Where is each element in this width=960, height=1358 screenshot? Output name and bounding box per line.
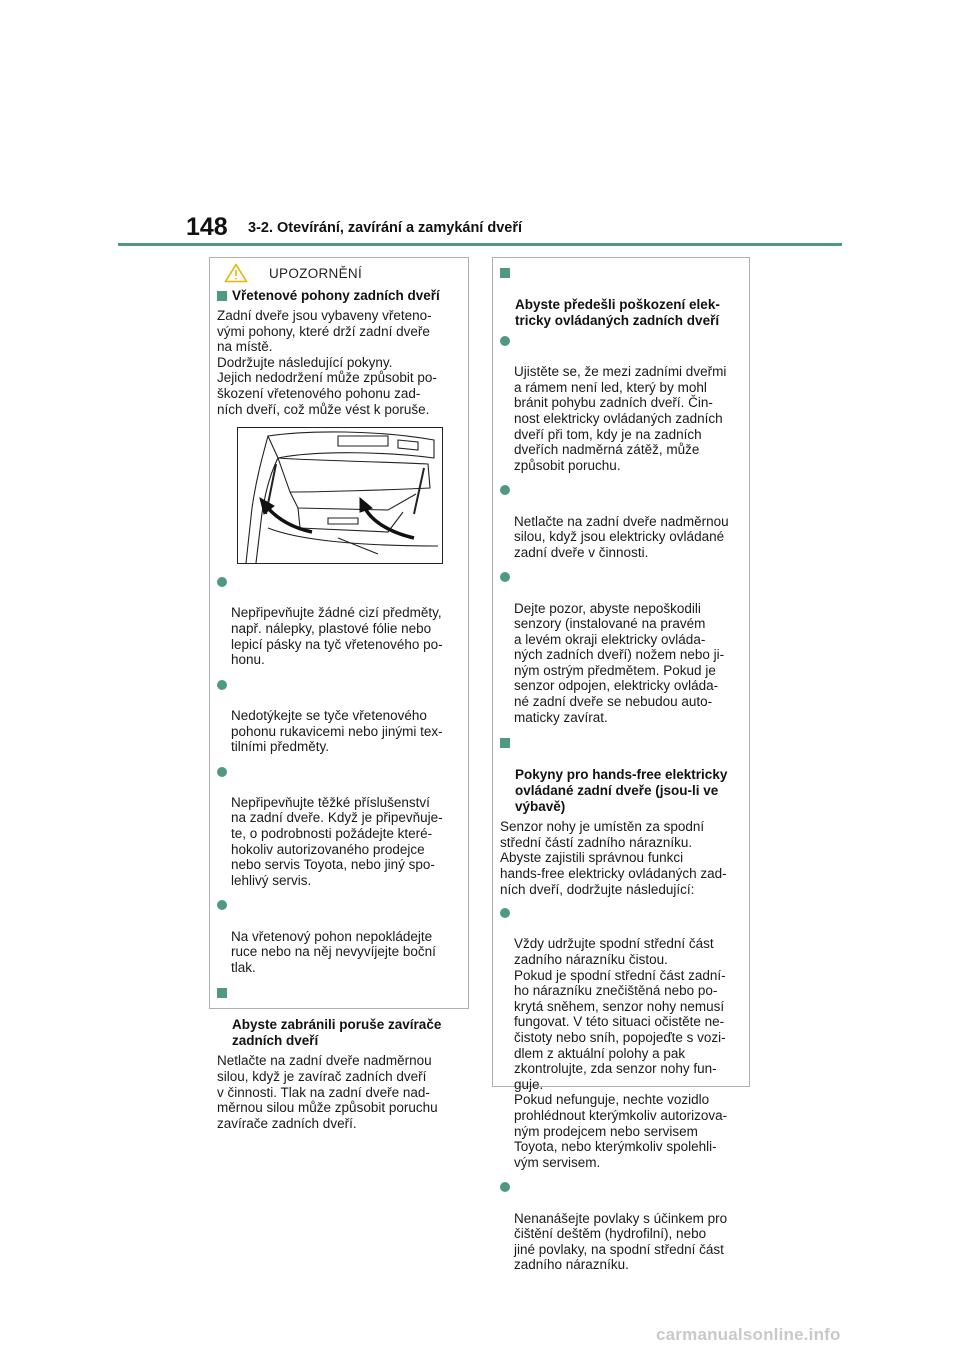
list-item: Nedotýkejte se tyče vřetenového pohonu rukavicemi nebo jinými tex- tilními předměty. <box>217 677 460 755</box>
closer-paragraph: Netlačte na zadní dveře nadměrnou silou, když je zavírač zadních dveří v činnosti. Tlak na zadní dveře nad- měrnou silou může způsobit poruchu zavírače zadních dveří. <box>217 1053 438 1131</box>
heading-spindle-drives: Vřetenové pohony zadních dveří <box>217 288 460 304</box>
header-rule <box>118 243 842 246</box>
list-item: Vždy udržujte spodní střední část zadního nárazníku čistou. Pokud je spodní střední část zadní- ho nárazníku znečištěná nebo po- krytá sněhem, senzor nohy nemusí fungovat. V této situaci očistěte ne- čistoty nebo sníh, popojeďte s vozi- dlem z aktuální polohy a pak zkontrolujte, zda senzor nohy fun- guje. Pokud nefunguje, nechte vozidlo prohlédnout kterýmkoliv autorizova- ným prodejcem nebo servisem Toyota, nebo kterýmkoliv spolehli- vým servisem. <box>500 905 741 1170</box>
round-bullet-icon <box>217 767 227 777</box>
square-bullet-icon <box>500 268 510 278</box>
watermark: carmanualsonline.info <box>656 1325 841 1344</box>
warning-box <box>209 257 469 1131</box>
list-item: Dejte pozor, abyste nepoškodili senzory (instalované na pravém a levém okraji elektricky ovláda- ných zadních dveří) nožem nebo ji- ným ostrým předmětem. Pokud je senzor odpojen, elektricky ovláda- né zadní dveře se nebudou auto- maticky zavírat. <box>500 569 741 725</box>
square-bullet-icon <box>500 738 510 748</box>
list-item: Nepřipevňujte žádné cizí předměty, např. nálepky, plastové fólie nebo lepicí pásky na tyč vřetenového po- honu. <box>217 574 460 668</box>
round-bullet-icon <box>217 577 227 587</box>
intro-paragraph: Zadní dveře jsou vybaveny vřeteno- vými pohony, které drží zadní dveře na místě. Dodržujte následující pokyny. Jejich nedodržení může způsobit po- škození vřetenového pohonu zad- ních dveří, což může vést k poruše. <box>217 308 437 417</box>
round-bullet-icon <box>500 485 510 495</box>
round-bullet-icon <box>500 908 510 918</box>
warning-triangle-icon <box>224 263 248 283</box>
warning-box-continued <box>492 257 750 1273</box>
round-bullet-icon <box>500 336 510 346</box>
warning-label: UPOZORNĚNÍ <box>269 266 363 281</box>
square-bullet-icon <box>217 291 227 301</box>
list-item: Na vřetenový pohon nepokládejte ruce nebo na něj nevyvíjejte boční tlak. <box>217 897 460 975</box>
list-item: Netlačte na zadní dveře nadměrnou silou, když jsou elektricky ovládané zadní dveře v činnosti. <box>500 482 741 560</box>
hands-free-paragraph: Senzor nohy je umístěn za spodní střední částí zadního nárazníku. Abyste zajistili správnou funkci hands-free elektricky ovládaných zad- ních dveří, dodržujte následující: <box>500 819 727 897</box>
list-item: Nenanášejte povlaky s účinkem pro čištění deštěm (hydrofilní), nebo jiné povlaky, na spodní střední část zadního nárazníku. <box>500 1179 741 1273</box>
section-title: 3-2. Otevírání, zavírání a zamykání dveří <box>248 220 523 236</box>
page-number: 148 <box>186 213 228 241</box>
tailgate-illustration <box>237 427 443 564</box>
tailgate-drawing <box>238 428 442 563</box>
round-bullet-icon <box>217 680 227 690</box>
list-item: Ujistěte se, že mezi zadními dveřmi a rámem není led, který by mohl bránit pohybu zadních dveří. Čin- nost elektricky ovládaných zadních dveří při tom, kdy je na zadních dveřích nadměrná zátěž, může způsobit poruchu. <box>500 333 741 473</box>
heading-closer-failure: Abyste zabránili poruše zavírače zadních dveří <box>217 985 460 1049</box>
square-bullet-icon <box>217 988 227 998</box>
warning-header <box>224 263 464 285</box>
round-bullet-icon <box>217 900 227 910</box>
heading-hands-free: Pokyny pro hands-free elektricky ovládané zadní dveře (jsou-li ve výbavě) <box>500 735 741 815</box>
round-bullet-icon <box>500 572 510 582</box>
heading-prevent-damage: Abyste předešli poškození elek- tricky ovládaných zadních dveří <box>500 265 741 329</box>
list-item: Nepřipevňujte těžké příslušenství na zadní dveře. Když je připevňuje- te, o podrobnosti požádejte které- hokoliv autorizovaného prodejce nebo servis Toyota, nebo jiný spo- lehlivý servis. <box>217 764 460 889</box>
round-bullet-icon <box>500 1182 510 1192</box>
